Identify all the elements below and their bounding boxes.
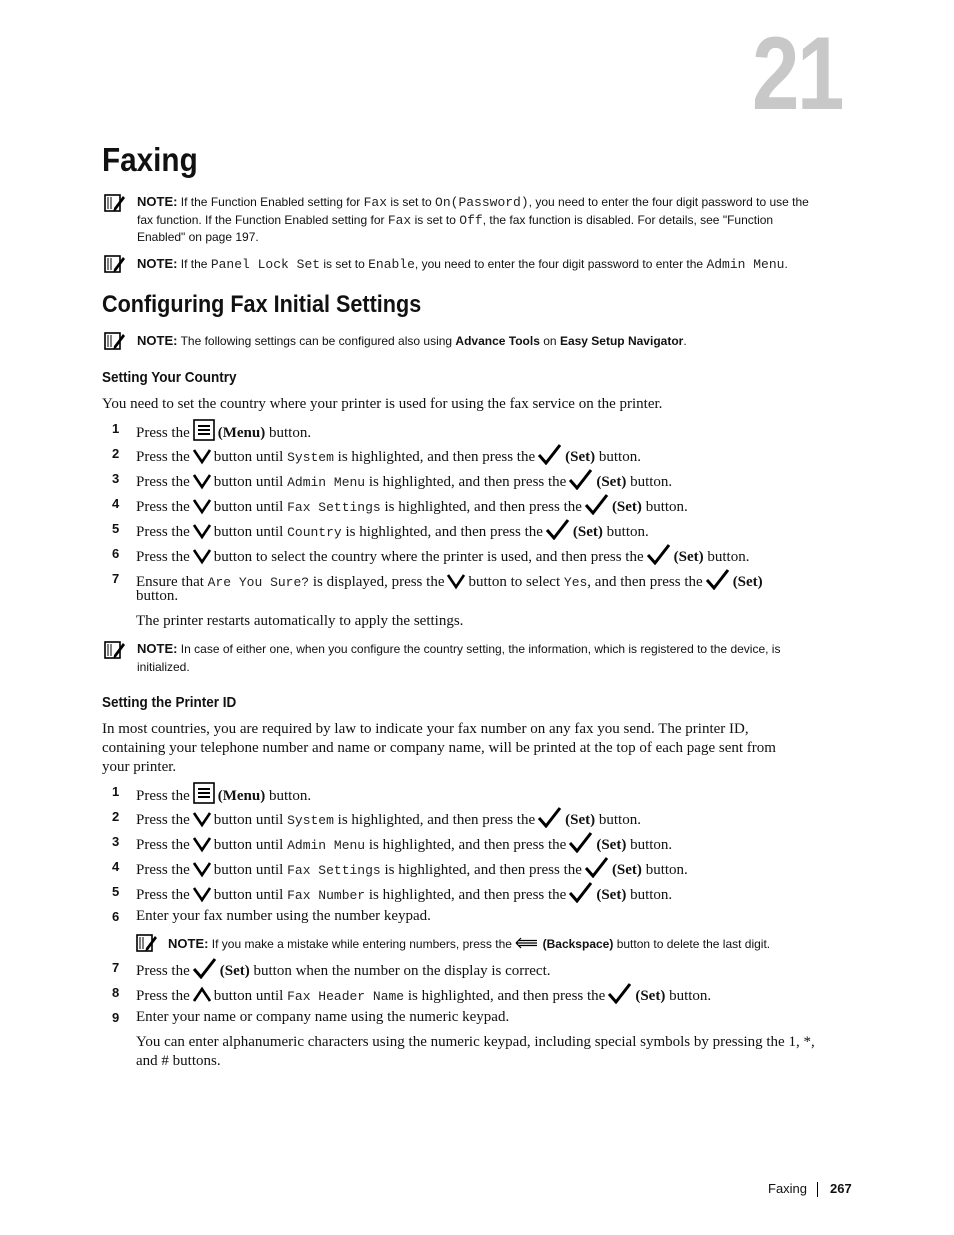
list-item: [102, 983, 862, 1003]
down-arrow-icon: [193, 472, 211, 490]
restart-text: The printer restarts automatically to apply the settings.: [136, 613, 464, 629]
set-button-label: (Set): [596, 474, 627, 490]
step-text: Press the: [136, 862, 190, 878]
step-text: button until: [213, 812, 284, 828]
chapter-number: 21: [752, 16, 842, 132]
down-arrow-icon: [193, 547, 211, 565]
menu-button-label: (Menu): [217, 788, 266, 804]
step-text: button.: [269, 788, 312, 804]
step-text: button.: [269, 425, 312, 441]
step-text: is highlighted, and then press the: [345, 524, 543, 540]
note-text: , the fax function is disabled. For details, see "Function: [482, 212, 774, 227]
step-number: 1: [112, 784, 120, 799]
step-text: , and then press the: [587, 574, 703, 590]
note-text: .: [683, 334, 687, 348]
step-text: is highlighted, and then press the: [368, 837, 567, 853]
code-fax-settings: Fax Settings: [287, 500, 381, 515]
note-panel-lock: [137, 255, 788, 274]
step-text: button when the number on the display is correct.: [253, 963, 551, 979]
check-icon: [585, 857, 609, 878]
set-button-label: (Set): [611, 862, 642, 878]
note-function-enabled: [137, 193, 857, 247]
code-fax-settings: Fax Settings: [287, 863, 381, 878]
step-text: button to select: [468, 574, 561, 590]
set-button-label: (Set): [596, 887, 627, 903]
note-text: , you need to enter the four digit password to use the: [528, 195, 809, 209]
step-text: button.: [606, 524, 649, 540]
advance-tools-label: Advance Tools: [455, 334, 540, 348]
note-text: is set to: [390, 195, 432, 209]
note-text: button to delete the last digit.: [616, 937, 771, 951]
step-text: button.: [707, 549, 750, 565]
printer-id-intro: [102, 720, 776, 777]
list-item: [102, 882, 862, 902]
down-arrow-icon: [193, 522, 211, 540]
check-icon: [538, 444, 562, 465]
list-item: [102, 782, 862, 802]
list-item: [102, 807, 862, 827]
note-text: on: [543, 334, 557, 348]
check-icon: [585, 494, 609, 515]
note-icon: [136, 933, 158, 953]
code-admin-menu: Admin Menu: [287, 838, 366, 853]
keypad-hint: [136, 1033, 815, 1071]
step-text: Press the: [136, 788, 190, 804]
step-number: 7: [112, 571, 120, 586]
step-number: 7: [112, 960, 120, 975]
down-arrow-icon: [193, 860, 211, 878]
code-fax: Fax: [363, 195, 387, 210]
step-text: button.: [669, 988, 712, 1004]
step-text: button until: [213, 862, 284, 878]
note-backspace: [168, 935, 770, 954]
set-button-label: (Set): [565, 812, 596, 828]
code-admin-menu: Admin Menu: [706, 257, 785, 272]
footer-divider: [817, 1182, 818, 1197]
list-item: [102, 569, 862, 589]
step-text: button.: [598, 449, 641, 465]
list-item: [102, 907, 862, 927]
note-label: NOTE:: [137, 194, 178, 209]
list-item: [102, 444, 862, 464]
step-text: Press the: [136, 887, 190, 903]
step-text: Press the: [136, 425, 190, 441]
check-icon: [608, 983, 632, 1004]
note-text: fax function. If the Function Enabled setting for: [137, 212, 385, 227]
list-item: [102, 832, 862, 852]
step-number: 9: [112, 1010, 120, 1025]
step-text: Press the: [136, 963, 190, 979]
note-label: NOTE:: [137, 333, 178, 348]
down-arrow-icon: [447, 572, 465, 590]
step-number: 3: [112, 471, 120, 486]
note-icon: [104, 254, 126, 274]
step-number: 2: [112, 446, 120, 461]
step-number: 8: [112, 985, 120, 1000]
step-text: button.: [630, 887, 673, 903]
up-arrow-icon: [193, 986, 211, 1004]
step-number: 6: [112, 909, 120, 924]
set-button-label: (Set): [219, 963, 250, 979]
page-number: 267: [830, 1181, 852, 1196]
code-panel-lock-set: Panel Lock Set: [210, 257, 321, 272]
note-label: NOTE:: [168, 936, 209, 951]
note-text: , you need to enter the four digit password to enter the: [414, 257, 704, 271]
list-item: [102, 419, 862, 439]
note-text: If the: [180, 257, 208, 271]
check-icon: [706, 569, 730, 590]
list-item: [102, 544, 862, 564]
step-text: button until: [213, 524, 284, 540]
step-text: button until: [213, 837, 284, 853]
set-button-label: (Set): [572, 524, 603, 540]
note-text: Enabled" on page 197.: [137, 230, 259, 244]
footer-section: Faxing: [768, 1181, 808, 1196]
country-intro: You need to set the country where your printer is used for using the fax service on the printer.: [102, 396, 663, 412]
note-text: In case of either one, when you configure the country setting, the information, which is registered to the device, is: [180, 642, 781, 656]
step-number: 1: [112, 421, 120, 436]
code-fax-header-name: Fax Header Name: [287, 989, 405, 1004]
check-icon: [647, 544, 671, 565]
note-label: NOTE:: [137, 641, 178, 656]
step-text: button until: [213, 887, 284, 903]
step-text: button.: [630, 837, 673, 853]
step-text: Press the: [136, 524, 190, 540]
backspace-button-label: (Backspace): [542, 937, 614, 951]
step-number: 3: [112, 834, 120, 849]
check-icon: [569, 469, 593, 490]
list-item: [102, 958, 862, 978]
step-text: button.: [645, 499, 688, 515]
subsection-country: Setting Your Country: [102, 369, 237, 386]
list-item: [102, 519, 862, 539]
step-text: Press the: [136, 449, 190, 465]
step-text: is highlighted, and then press the: [384, 862, 582, 878]
step-text: Enter your name or company name using the numeric keypad.: [136, 1009, 510, 1025]
check-icon: [546, 519, 570, 540]
down-arrow-icon: [193, 835, 211, 853]
step-number: 4: [112, 859, 120, 874]
step-text: is highlighted, and then press the: [337, 812, 536, 828]
note-initialized: [137, 640, 857, 676]
menu-icon: [193, 419, 215, 441]
set-button-label: (Set): [596, 837, 627, 853]
code-fax-number: Fax Number: [287, 888, 366, 903]
step-text: is highlighted, and then press the: [407, 988, 606, 1004]
note-icon: [104, 640, 126, 660]
step-number: 5: [112, 884, 120, 899]
set-button-label: (Set): [565, 449, 596, 465]
hint-line: You can enter alphanumeric characters using the numeric keypad, including special symbols by pressing the 1, *,: [136, 1034, 815, 1050]
hint-line: and # buttons.: [136, 1053, 221, 1069]
step-text: button until: [213, 988, 284, 1004]
code-on-password: On(Password): [435, 195, 529, 210]
step-number: 2: [112, 809, 120, 824]
intro-line: containing your telephone number and name or company name, will be printed at the top of each page sent from: [102, 740, 776, 756]
check-icon: [538, 807, 562, 828]
step-number: 4: [112, 496, 120, 511]
note-advance-tools: [137, 332, 687, 351]
note-icon: [104, 331, 126, 351]
code-off: Off: [459, 212, 483, 228]
list-item: [102, 469, 862, 489]
intro-line: In most countries, you are required by law to indicate your fax number on any fax you send. The printer ID,: [102, 721, 749, 737]
code-system: System: [287, 450, 334, 465]
easy-setup-navigator-label: Easy Setup Navigator: [559, 334, 684, 348]
down-arrow-icon: [193, 447, 211, 465]
step-text: Press the: [136, 549, 190, 565]
step-text: is highlighted, and then press the: [368, 474, 567, 490]
subsection-printer-id: Setting the Printer ID: [102, 694, 237, 711]
set-button-label: (Set): [635, 988, 666, 1004]
step-text: button.: [630, 474, 673, 490]
section-title: Configuring Fax Initial Settings: [102, 291, 422, 318]
step-text: button.: [598, 812, 641, 828]
code-enable: Enable: [368, 257, 415, 272]
list-item: [102, 857, 862, 877]
step-text: is highlighted, and then press the: [368, 887, 567, 903]
note-text: The following settings can be configured also using: [180, 334, 453, 348]
step-number: 5: [112, 521, 120, 536]
step-text: Ensure that: [136, 574, 204, 590]
step-text: button until: [213, 499, 284, 515]
note-text: is set to: [323, 257, 365, 271]
list-item: [102, 494, 862, 514]
step-text: Press the: [136, 499, 190, 515]
code-fax: Fax: [387, 212, 412, 228]
list-item: [102, 1008, 862, 1028]
check-icon: [569, 882, 593, 903]
step-text: is displayed, press the: [312, 574, 445, 590]
step-text: is highlighted, and then press the: [384, 499, 582, 515]
set-button-label: (Set): [732, 574, 763, 590]
code-country: Country: [287, 525, 342, 540]
step-text: is highlighted, and then press the: [337, 449, 536, 465]
step-text: Press the: [136, 812, 190, 828]
note-text: is set to: [414, 212, 456, 227]
set-button-label: (Set): [611, 499, 642, 515]
step-text: button.: [645, 862, 688, 878]
note-text: If you make a mistake while entering numbers, press the: [211, 937, 512, 951]
step-text: button to select the country where the printer is used, and then press the: [213, 549, 644, 565]
backspace-icon: [515, 937, 539, 949]
step-text: button until: [213, 474, 284, 490]
note-text: .: [784, 257, 788, 271]
step-text: button until: [213, 449, 284, 465]
code-system: System: [287, 813, 334, 828]
note-text: If the Function Enabled setting for: [180, 195, 361, 209]
note-label: NOTE:: [137, 256, 178, 271]
down-arrow-icon: [193, 497, 211, 515]
code-admin-menu: Admin Menu: [287, 475, 366, 490]
down-arrow-icon: [193, 885, 211, 903]
step-text: Enter your fax number using the number keypad.: [136, 908, 431, 924]
step-text: Press the: [136, 837, 190, 853]
step-number: 6: [112, 546, 120, 561]
code-are-you-sure: Are You Sure?: [207, 575, 310, 590]
note-text: initialized.: [137, 659, 190, 674]
check-icon: [569, 832, 593, 853]
menu-icon: [193, 782, 215, 804]
note-icon: [104, 193, 126, 213]
menu-button-label: (Menu): [217, 425, 266, 441]
step-text: Press the: [136, 988, 190, 1004]
step-continuation: button.: [136, 588, 179, 604]
step-text: Press the: [136, 474, 190, 490]
intro-line: your printer.: [102, 759, 177, 775]
down-arrow-icon: [193, 810, 211, 828]
code-yes: Yes: [563, 575, 588, 590]
set-button-label: (Set): [673, 549, 704, 565]
check-icon: [193, 958, 217, 979]
chapter-title: Faxing: [102, 141, 198, 178]
